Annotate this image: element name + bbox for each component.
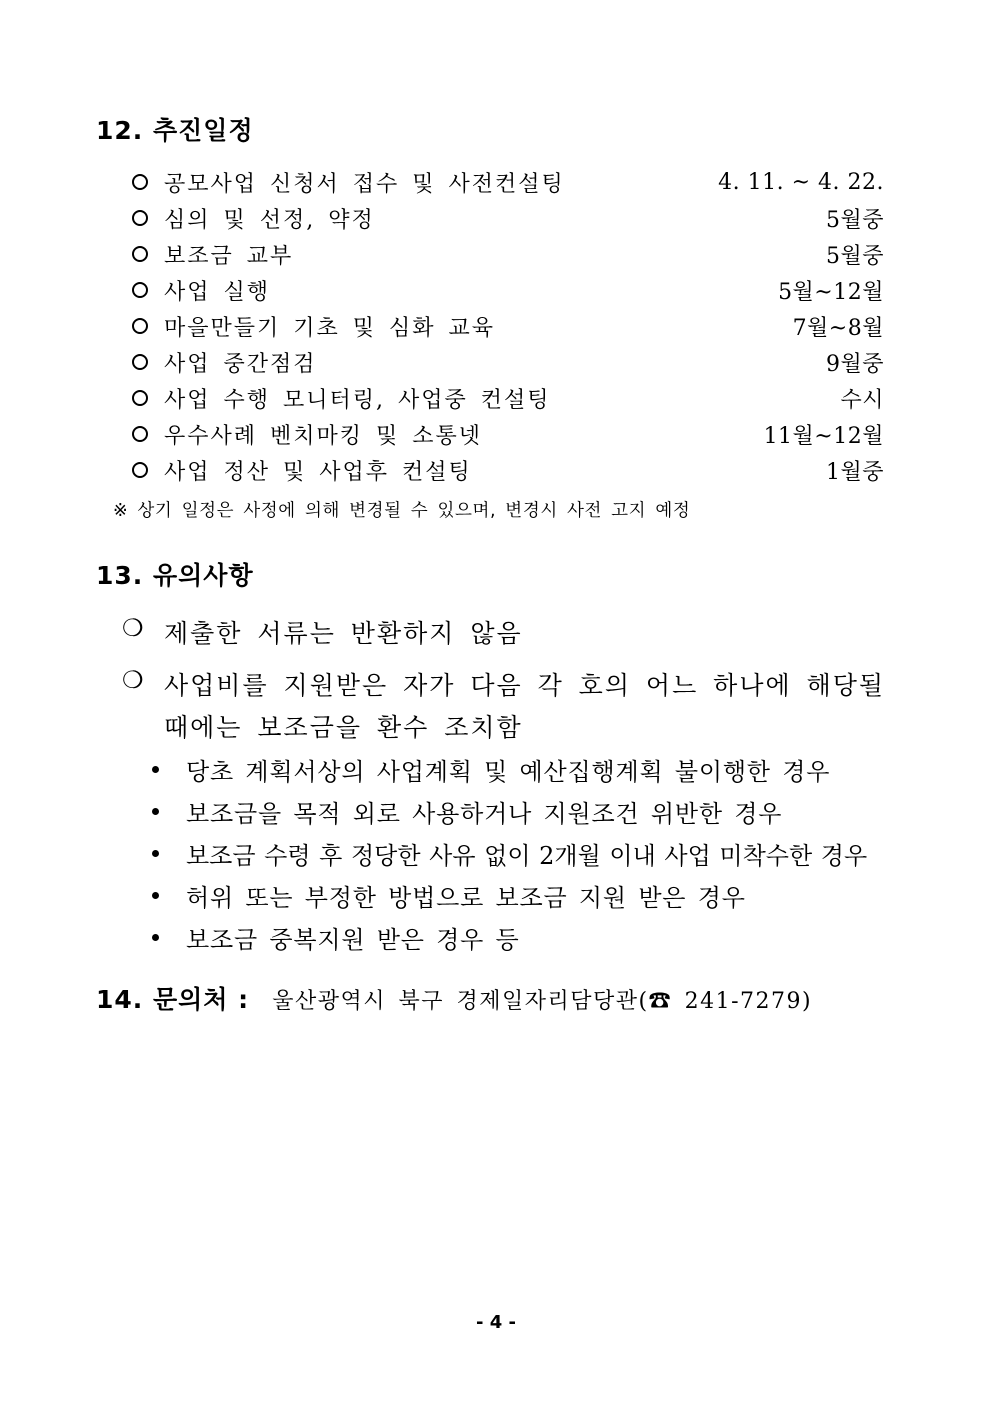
schedule-date: 7월~8월 (792, 315, 884, 341)
circle-bullet-icon (132, 282, 148, 298)
schedule-date: 5월중 (825, 243, 884, 269)
bullet-dot-icon (152, 808, 159, 815)
schedule-row (132, 453, 884, 487)
schedule-note: ※ 상기 일정은 사정에 의해 변경될 수 있으며, 변경시 사전 고지 예정 (113, 501, 691, 521)
schedule-task: 사업 수행 모니터링, 사업중 컨설팅 (164, 387, 551, 413)
caution-text-continued: 때에는 보조금을 환수 조치함 (164, 713, 523, 742)
bullet-text: 보조금 수령 후 정당한 사유 없이 2개월 이내 사업 미착수한 경우 (186, 842, 868, 870)
schedule-row (132, 201, 884, 235)
bullet-dot-icon (152, 934, 159, 941)
schedule-row (132, 381, 884, 415)
schedule-row (132, 309, 884, 343)
bullet-dot-icon (152, 766, 159, 773)
schedule-date: 5월~12월 (778, 279, 884, 305)
schedule-row (132, 165, 884, 199)
bullet-text: 보조금 중복지원 받은 경우 등 (186, 926, 520, 954)
schedule-date: 9월중 (825, 351, 884, 377)
circle-bullet-icon (132, 426, 148, 442)
section-12-title: 12. 추진일정 (96, 116, 254, 145)
schedule-date: 5월중 (825, 207, 884, 233)
schedule-date: 1월중 (825, 459, 884, 485)
bullet-text: 당초 계획서상의 사업계획 및 예산집행계획 불이행한 경우 (186, 758, 831, 786)
schedule-row (132, 237, 884, 271)
schedule-task: 보조금 교부 (164, 243, 294, 269)
bullet-text: 보조금을 목적 외로 사용하거나 지원조건 위반한 경우 (186, 800, 783, 828)
schedule-row (132, 273, 884, 307)
schedule-task: 마을만들기 기초 및 심화 교육 (164, 315, 495, 341)
circle-bullet-icon (132, 354, 148, 370)
page-number: - 4 - (476, 1312, 516, 1333)
schedule-date: 4. 11. ~ 4. 22. (718, 169, 884, 195)
circle-bullet-icon (132, 174, 148, 190)
schedule-task: 사업 실행 (164, 279, 271, 305)
caution-text: 사업비를 지원받은 자가 다음 각 호의 어느 하나에 해당될 (164, 671, 886, 700)
section-14-title: 14. 문의처 : (96, 985, 250, 1014)
schedule-task: 공모사업 신청서 접수 및 사전컨설팅 (164, 171, 565, 197)
schedule-date: 11월~12월 (763, 423, 884, 449)
circle-bullet-icon (132, 318, 148, 334)
contact-line (96, 980, 812, 1016)
schedule-task: 심의 및 선정, 약정 (164, 207, 375, 233)
hollow-circle-bullet-icon: ❍ (122, 614, 144, 642)
schedule-task: 사업 중간점검 (164, 351, 317, 377)
contact-info: 울산광역시 북구 경제일자리담당관(☎ 241-7279) (272, 989, 813, 1014)
schedule-task: 사업 정산 및 사업후 컨설팅 (164, 459, 472, 485)
bullet-dot-icon (152, 892, 159, 899)
schedule-task: 우수사례 벤치마킹 및 소통넷 (164, 423, 483, 449)
schedule-row (132, 345, 884, 379)
circle-bullet-icon (132, 210, 148, 226)
circle-bullet-icon (132, 390, 148, 406)
circle-bullet-icon (132, 246, 148, 262)
bullet-dot-icon (152, 850, 159, 857)
section-13-title: 13. 유의사항 (96, 561, 254, 590)
bullet-text: 허위 또는 부정한 방법으로 보조금 지원 받은 경우 (186, 884, 746, 912)
hollow-circle-bullet-icon: ❍ (122, 666, 144, 694)
caution-text: 제출한 서류는 반환하지 않음 (164, 619, 523, 648)
circle-bullet-icon (132, 462, 148, 478)
schedule-row (132, 417, 884, 451)
schedule-date: 수시 (840, 387, 884, 413)
